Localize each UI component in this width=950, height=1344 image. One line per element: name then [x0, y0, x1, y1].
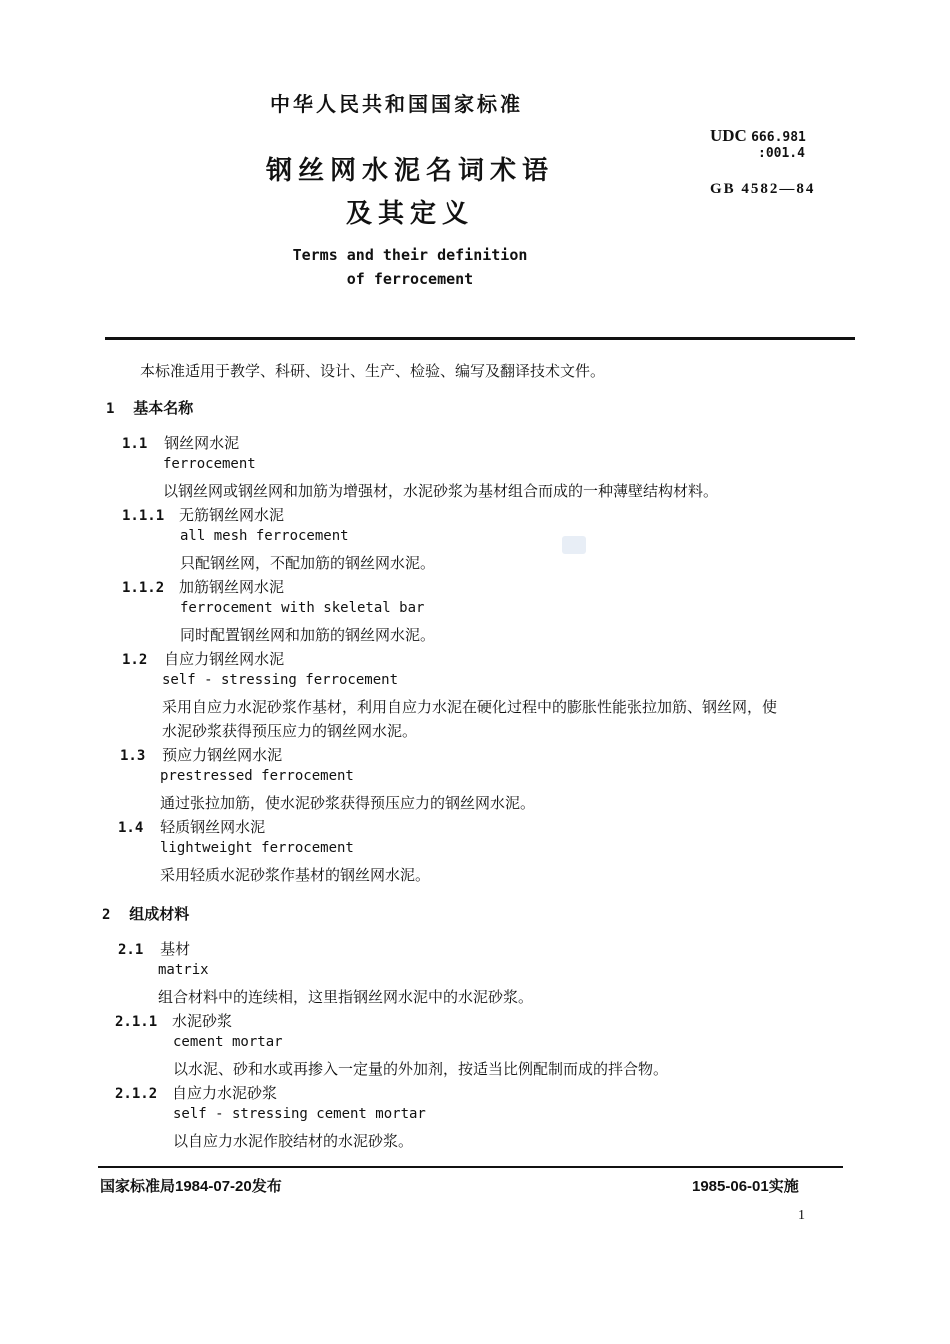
term-1-2-heading: [122, 648, 284, 669]
section-title: 基本名称: [133, 400, 194, 417]
implementation-date: 1985-06-01实施: [692, 1178, 799, 1195]
term-number: 1.4: [118, 820, 144, 836]
udc-number: 666.981: [751, 130, 806, 145]
section-title: 组成材料: [129, 906, 190, 923]
term-1-1-2-english: ferrocement with skeletal bar: [180, 600, 425, 616]
term-1-1-english: ferrocement: [163, 456, 256, 472]
term-1-1-2-heading: [122, 576, 284, 597]
term-2-1-1-definition: 以水泥、砂和水或再掺入一定量的外加剂，按适当比例配制而成的拌合物。: [173, 1060, 669, 1078]
intro-paragraph: 本标准适用于教学、科研、设计、生产、检验、编写及翻译技术文件。: [140, 362, 606, 380]
term-number: 1.1.2: [122, 580, 165, 596]
term-chinese: 钢丝网水泥: [164, 434, 240, 452]
term-2-1-1-heading: [115, 1010, 232, 1031]
term-chinese: 水泥砂浆: [171, 1012, 232, 1030]
term-1-3-definition: 通过张拉加筋，使水泥砂浆获得预压应力的钢丝网水泥。: [160, 794, 536, 812]
term-number: 1.2: [122, 652, 148, 668]
term-2-1-1-english: cement mortar: [173, 1034, 283, 1050]
watermark-logo: [562, 536, 586, 554]
term-2-1-2-english: self - stressing cement mortar: [173, 1106, 426, 1122]
term-1-1-heading: [122, 432, 239, 453]
udc-number-continuation: :001.4: [758, 146, 805, 161]
term-1-1-1-heading: [122, 504, 284, 525]
title-english-line2: of ferrocement: [346, 270, 474, 288]
national-standard-heading: 中华人民共和国国家标准: [270, 92, 523, 116]
term-number: 1.3: [120, 748, 146, 764]
term-1-1-1-english: all mesh ferrocement: [180, 528, 349, 544]
udc-code: [710, 126, 806, 146]
term-chinese: 自应力钢丝网水泥: [164, 650, 285, 668]
term-2-1-english: matrix: [158, 962, 209, 978]
term-1-3-english: prestressed ferrocement: [160, 768, 354, 784]
term-2-1-definition: 组合材料中的连续相，这里指钢丝网水泥中的水泥砂浆。: [158, 988, 534, 1006]
term-2-1-2-heading: [115, 1082, 277, 1103]
term-1-4-heading: [118, 816, 265, 837]
term-1-3-heading: [120, 744, 282, 765]
term-chinese: 自应力水泥砂浆: [171, 1084, 277, 1102]
term-1-1-1-definition: 只配钢丝网，不配加筋的钢丝网水泥。: [180, 554, 436, 572]
header-divider: [105, 337, 855, 340]
section-number: 1: [106, 401, 115, 417]
term-number: 2.1.1: [115, 1014, 158, 1030]
term-1-4-definition: 采用轻质水泥砂浆作基材的钢丝网水泥。: [160, 866, 431, 884]
term-2-1-2-definition: 以自应力水泥作胶结材的水泥砂浆。: [173, 1132, 414, 1150]
issue-date: 国家标准局1984-07-20发布: [100, 1178, 282, 1195]
title-english-line1: Terms and their definition: [292, 246, 528, 264]
term-number: 2.1.2: [115, 1086, 158, 1102]
term-1-2-definition-line1: 采用自应力水泥砂浆作基材，利用自应力水泥在硬化过程中的膨胀性能张拉加筋、钢丝网，使: [162, 698, 778, 716]
page-number: 1: [798, 1208, 805, 1223]
term-1-2-definition-line2: 水泥砂浆获得预压应力的钢丝网水泥。: [162, 722, 418, 740]
term-chinese: 无筋钢丝网水泥: [178, 506, 284, 524]
udc-label: UDC: [710, 126, 747, 145]
term-chinese: 加筋钢丝网水泥: [178, 578, 284, 596]
footer-divider: [98, 1166, 843, 1168]
term-2-1-heading: [118, 938, 190, 959]
section-2-heading: [102, 903, 189, 924]
term-number: 1.1: [122, 436, 148, 452]
term-chinese: 预应力钢丝网水泥: [162, 746, 283, 764]
term-1-4-english: lightweight ferrocement: [160, 840, 354, 856]
term-number: 2.1: [118, 942, 144, 958]
term-number: 1.1.1: [122, 508, 165, 524]
term-chinese: 轻质钢丝网水泥: [160, 818, 266, 836]
term-1-2-english: self - stressing ferrocement: [162, 672, 399, 688]
section-number: 2: [102, 907, 111, 923]
gb-code: GB 4582—84: [710, 181, 816, 197]
term-1-1-definition: 以钢丝网或钢丝网和加筋为增强材，水泥砂浆为基材组合而成的一种薄壁结构材料。: [163, 482, 719, 500]
term-1-1-2-definition: 同时配置钢丝网和加筋的钢丝网水泥。: [180, 626, 436, 644]
term-chinese: 基材: [160, 940, 191, 958]
title-chinese-line2: 及其定义: [345, 199, 474, 229]
section-1-heading: [106, 397, 193, 418]
title-chinese-line1: 钢丝网水泥名词术语: [265, 156, 554, 186]
